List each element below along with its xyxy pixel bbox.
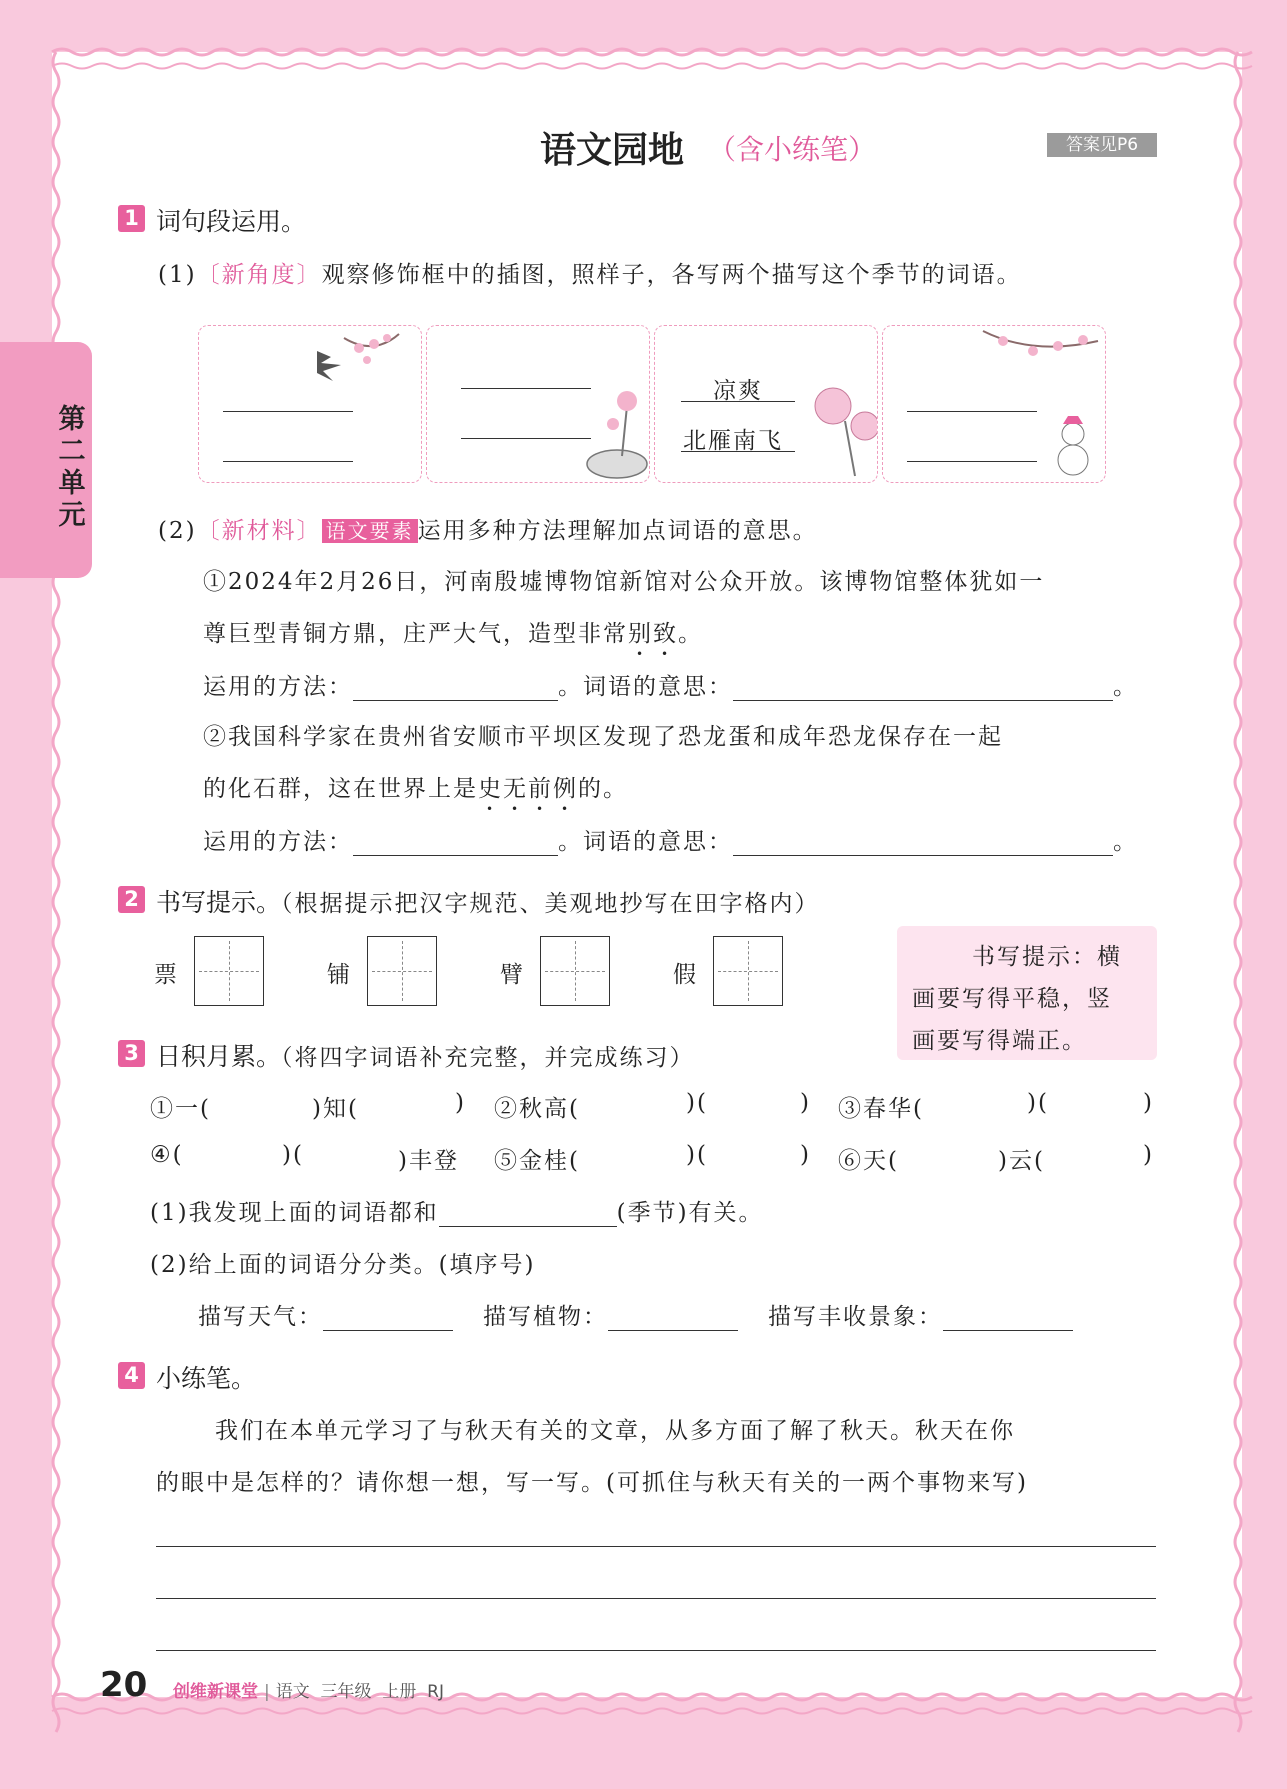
blank-line[interactable] (907, 461, 1037, 462)
harvest-blank[interactable] (943, 1304, 1073, 1331)
char-1: 票 (154, 962, 179, 988)
section-3-title (156, 1037, 695, 1073)
q2-item2-line2 (203, 770, 628, 816)
idiom-4-part1: ④( (150, 1142, 184, 1168)
footer-divider: | (264, 1682, 270, 1702)
q2-item1-text: 尊巨型青铜方鼎，庄严大气，造型非常 (203, 621, 628, 647)
idiom-2-part2: )( (686, 1090, 708, 1116)
autumn-frame (654, 325, 878, 483)
tianzige-box-4[interactable] (713, 936, 783, 1006)
section-3-note: （将四字词语补充完整，并完成练习） (281, 1045, 695, 1071)
q2-item1-line1: ①2024年2月26日，河南殷墟博物馆新馆对公众开放。该博物馆整体犹如一 (203, 569, 1045, 595)
idiom-5-part2: )( (686, 1142, 708, 1168)
blank-line[interactable] (907, 411, 1037, 412)
idiom-1-part1: ①一( (150, 1096, 211, 1122)
plum-snowman-icon (883, 326, 1105, 482)
blank-line[interactable] (461, 438, 591, 439)
tip-line-1: 书写提示：横 (972, 944, 1122, 970)
idiom-3-part2: )( (1027, 1090, 1049, 1116)
footer-info (173, 1677, 444, 1702)
example-line-2 (681, 451, 795, 452)
book-info: 语文 三年级 上册 RJ (275, 1682, 444, 1702)
idiom-6-part1: ⑥天( (838, 1148, 899, 1174)
tianzige-box-2[interactable] (367, 936, 437, 1006)
spring-frame (198, 325, 422, 483)
q2-tag: 〔新材料〕 (196, 518, 322, 544)
q1-text: 观察修饰框中的插图，照样子，各写两个描写这个季节的词语。 (321, 262, 1022, 288)
char-2: 铺 (327, 962, 352, 988)
tip-line-2: 画要写得平稳，竖 (912, 986, 1112, 1012)
period: 。 (1113, 674, 1138, 700)
example-line-1 (681, 401, 795, 402)
idiom-4-part3: )丰登 (398, 1148, 459, 1174)
writing-line-3[interactable] (156, 1650, 1156, 1651)
q2-item2-end: 的。 (578, 776, 628, 802)
blank-line[interactable] (223, 461, 353, 462)
meaning-blank-1[interactable] (733, 674, 1113, 701)
writing-line-2[interactable] (156, 1598, 1156, 1599)
idiom-2-part3: ) (800, 1090, 811, 1116)
dotted-word-1: 别致 (628, 621, 678, 647)
q1-tag: 〔新角度〕 (196, 262, 322, 288)
section-2-title (156, 883, 820, 919)
q1-prompt (158, 256, 1022, 289)
answer-reference-badge: 答案见P6 (1047, 133, 1157, 157)
q3-1-end: (季节)有关。 (616, 1200, 764, 1226)
category-weather-label: 描写天气： (198, 1304, 323, 1330)
q2-text: 运用多种方法理解加点词语的意思。 (417, 518, 818, 544)
chrysanthemum-icon (655, 326, 877, 482)
example-word-1: 凉爽 (713, 378, 763, 404)
period: 。 (1113, 829, 1138, 855)
section-3-number: 3 (118, 1040, 145, 1067)
summer-frame (426, 325, 650, 483)
lotus-icon (427, 326, 649, 482)
q4-line-2: 的眼中是怎样的？请你想一想，写一写。(可抓住与秋天有关的一两个事物来写) (156, 1470, 1028, 1496)
category-harvest-label: 描写丰收景象： (768, 1304, 943, 1330)
method-blank-1[interactable] (353, 674, 558, 701)
section-1-number: 1 (118, 205, 145, 232)
meaning-label: 。词语的意思： (558, 674, 733, 700)
idiom-1-part2: )知( (312, 1096, 359, 1122)
dotted-word-2: 史无前例 (478, 776, 578, 802)
blank-line[interactable] (461, 388, 591, 389)
category-row (198, 1298, 1073, 1331)
example-word-2: 北雁南飞 (683, 428, 783, 454)
unit-label: 第二单元 (58, 404, 86, 531)
method-label: 运用的方法： (203, 829, 353, 855)
idiom-3-part3: ) (1143, 1090, 1154, 1116)
method-blank-2[interactable] (353, 829, 558, 856)
meaning-label: 。词语的意思： (558, 829, 733, 855)
tip-line-3: 画要写得端正。 (912, 1028, 1087, 1054)
char-3: 臂 (500, 962, 525, 988)
page-number: 20 (100, 1665, 148, 1705)
section-4-number: 4 (118, 1362, 145, 1389)
char-4: 假 (673, 962, 698, 988)
idiom-1-part3: ) (455, 1090, 466, 1116)
q2-label: (2) (158, 518, 197, 544)
q2-item2-line1: ②我国科学家在贵州省安顺市平坝区发现了恐龙蛋和成年恐龙保存在一起 (203, 724, 1003, 750)
section-3-title-text: 日积月累。 (156, 1042, 282, 1071)
writing-line-1[interactable] (156, 1546, 1156, 1547)
section-1-title: 词句段运用。 (156, 207, 307, 236)
section-4-title: 小练笔。 (156, 1364, 257, 1393)
plant-blank[interactable] (608, 1304, 738, 1331)
winter-frame (882, 325, 1106, 483)
q3-2: (2)给上面的词语分分类。(填序号) (150, 1252, 536, 1278)
q2-item1-line2 (203, 615, 703, 661)
tianzige-box-1[interactable] (194, 936, 264, 1006)
idiom-5-part1: ⑤金桂( (494, 1148, 580, 1174)
meaning-blank-2[interactable] (733, 829, 1113, 856)
idiom-6-part3: ) (1143, 1142, 1154, 1168)
q2-item1-end: 。 (678, 621, 703, 647)
idiom-4-part2: )( (282, 1142, 304, 1168)
method-label: 运用的方法： (203, 674, 353, 700)
weather-blank[interactable] (323, 1304, 453, 1331)
section-2-number: 2 (118, 886, 145, 913)
section-2-title-text: 书写提示。 (156, 888, 282, 917)
season-blank[interactable] (439, 1200, 617, 1227)
idiom-3-part1: ③春华( (838, 1096, 924, 1122)
idiom-2-part1: ②秋高( (494, 1096, 580, 1122)
q2-badge: 语文要素 (322, 519, 418, 543)
q3-1-text: (1)我发现上面的词语都和 (150, 1200, 439, 1226)
page-subtitle: （含小练笔） (708, 133, 877, 166)
q2-item2-answer-row (203, 823, 1138, 856)
section-2-note: （根据提示把汉字规范、美观地抄写在田字格内） (281, 891, 820, 917)
q3-1 (150, 1194, 764, 1227)
q2-prompt (158, 512, 818, 545)
idiom-6-part2: )云( (998, 1148, 1045, 1174)
swallow-blossom-icon (199, 326, 421, 482)
idiom-5-part3: ) (800, 1142, 811, 1168)
q2-item1-answer-row (203, 668, 1138, 701)
category-plant-label: 描写植物： (483, 1304, 608, 1330)
tianzige-box-3[interactable] (540, 936, 610, 1006)
q4-line-1: 我们在本单元学习了与秋天有关的文章，从多方面了解了秋天。秋天在你 (215, 1418, 1015, 1444)
brand-name: 创维新课堂 (173, 1682, 258, 1702)
blank-line[interactable] (223, 411, 353, 412)
q1-label: (1) (158, 262, 197, 288)
page-title: 语文园地 (540, 130, 685, 171)
q2-item2-text: 的化石群，这在世界上是 (203, 776, 478, 802)
